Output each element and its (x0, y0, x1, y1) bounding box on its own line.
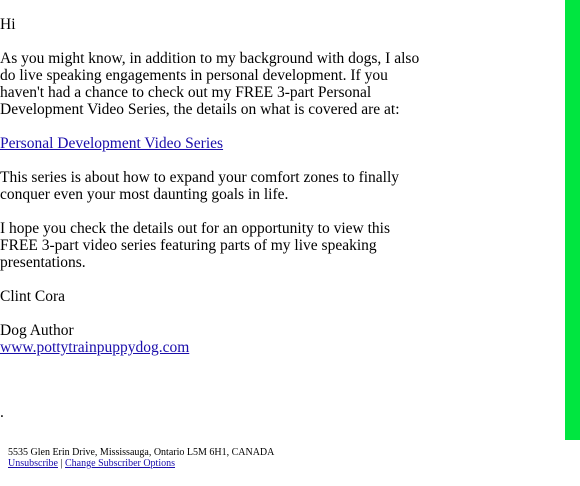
greeting: Hi (0, 16, 16, 33)
intro-paragraph: As you might know, in addition to my background with dogs, I also do live speaking engagements in personal development. If you haven't had a chance to check out my FREE 3-part Personal Development Video Series, the details on what is covered are at: (0, 50, 420, 118)
video-series-link-line (0, 135, 420, 152)
footer-address: 5535 Glen Erin Drive, Mississauga, Ontario L5M 6H1, CANADA (8, 447, 275, 458)
unsubscribe-link[interactable]: Unsubscribe (8, 458, 58, 469)
footer-separator: | (60, 458, 63, 469)
accent-side-bar (565, 0, 580, 440)
change-subscriber-options-link[interactable]: Change Subscriber Options (65, 458, 176, 469)
email-footer (8, 447, 274, 469)
footer-links (8, 458, 274, 469)
signature-name: Clint Cora (0, 288, 66, 305)
video-series-link[interactable]: Personal Development Video Series (0, 135, 224, 152)
trailing-dot: . (0, 404, 4, 421)
closing-paragraph: I hope you check the details out for an opportunity to view this FREE 3-part video series featuring parts of my live speaking presentations. (0, 220, 390, 271)
signature-title: Dog Author (0, 322, 74, 339)
email-body (0, 16, 420, 356)
series-description-paragraph: This series is about how to expand your comfort zones to finally conquer even your most daunting goals in life. (0, 169, 400, 203)
website-link[interactable]: www.pottytrainpuppydog.com (0, 339, 190, 356)
signature-block (0, 322, 420, 356)
